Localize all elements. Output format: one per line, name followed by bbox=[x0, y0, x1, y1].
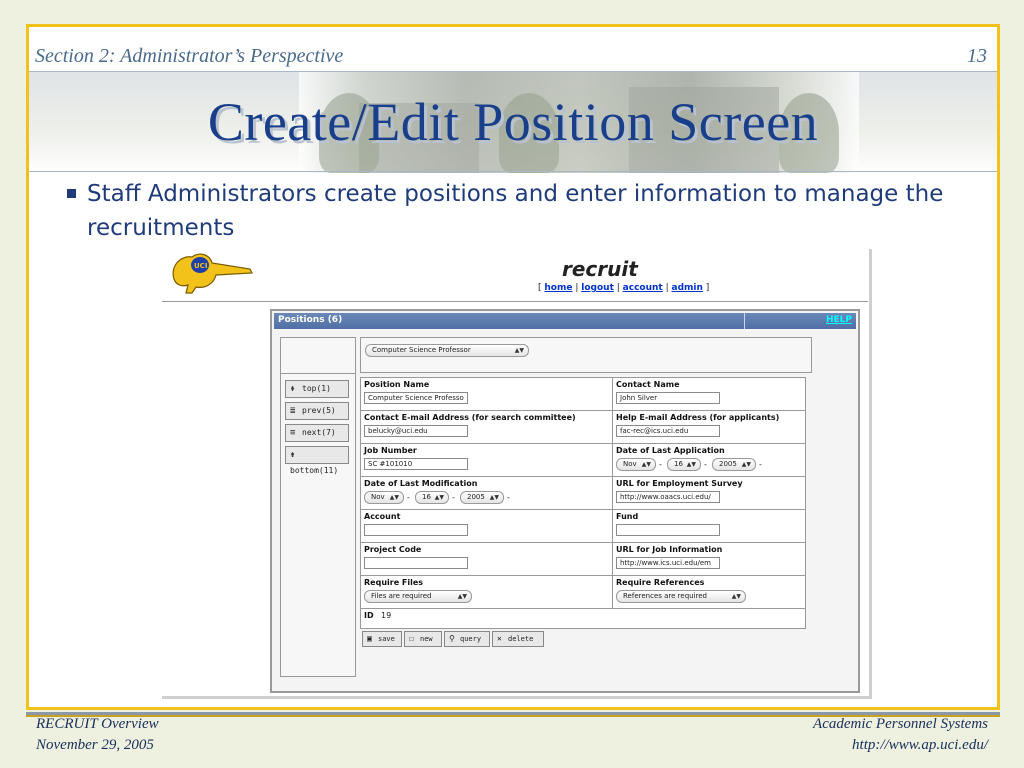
title-rule bbox=[29, 171, 997, 172]
select-arrows-icon: ▲▼ bbox=[641, 461, 651, 468]
nav-bracket-open: [ bbox=[538, 283, 542, 293]
require-references-label: Require References bbox=[616, 578, 705, 587]
floppy-disk-icon: ▣ bbox=[367, 634, 372, 643]
contact-email-label: Contact E-mail Address (for search committee) bbox=[364, 413, 576, 422]
section-label: Section 2: Administrator’s Perspective bbox=[35, 45, 344, 67]
month-value: Nov bbox=[623, 460, 637, 468]
year-value: 2005 bbox=[467, 493, 485, 501]
date-dash: - bbox=[452, 493, 455, 502]
next-button-label: next(7) bbox=[302, 428, 336, 437]
contact-name-label: Contact Name bbox=[616, 380, 680, 389]
delete-button-label: delete bbox=[508, 635, 534, 643]
date-dash: - bbox=[507, 493, 510, 502]
select-arrows-icon: ▲▼ bbox=[731, 593, 741, 600]
select-arrows-icon: ▲▼ bbox=[457, 593, 467, 600]
job-info-url-input[interactable]: http://www.ics.uci.edu/em bbox=[616, 557, 720, 569]
require-references-value: References are required bbox=[623, 592, 707, 600]
delete-x-icon: ✕ bbox=[497, 634, 502, 643]
last-modification-label: Date of Last Modification bbox=[364, 479, 478, 488]
require-references-select[interactable] bbox=[616, 590, 746, 603]
id-value: 19 bbox=[381, 611, 392, 620]
year-value: 2005 bbox=[719, 460, 737, 468]
select-arrows-icon: ▲▼ bbox=[389, 494, 399, 501]
save-button-label: save bbox=[378, 635, 395, 643]
require-files-select[interactable] bbox=[364, 590, 472, 603]
last-application-label: Date of Last Application bbox=[616, 446, 725, 455]
require-references-cell bbox=[613, 576, 805, 609]
date-dash: - bbox=[704, 460, 707, 469]
position-name-cell bbox=[361, 378, 613, 411]
query-button-label: query bbox=[460, 635, 482, 643]
arrow-down-to-bottom-icon: ⇟ bbox=[290, 450, 296, 460]
record-nav-column bbox=[280, 337, 356, 677]
help-email-input[interactable]: fac-rec@ics.uci.edu bbox=[616, 425, 720, 437]
last-application-cell bbox=[613, 444, 805, 477]
select-arrows-icon: ▲▼ bbox=[686, 461, 696, 468]
positions-panel bbox=[270, 309, 860, 693]
select-arrows-icon: ▲▼ bbox=[514, 347, 524, 354]
last-modification-year-select[interactable] bbox=[460, 491, 504, 504]
prev-button-label: prev(5) bbox=[302, 406, 336, 415]
position-select[interactable] bbox=[365, 344, 529, 357]
job-number-cell bbox=[361, 444, 613, 477]
contact-name-input[interactable]: John Silver bbox=[616, 392, 720, 404]
position-name-label: Position Name bbox=[364, 380, 430, 389]
new-button[interactable] bbox=[404, 631, 442, 647]
delete-button[interactable] bbox=[492, 631, 544, 647]
select-arrows-icon: ▲▼ bbox=[434, 494, 444, 501]
job-info-url-cell bbox=[613, 543, 805, 576]
prev-button[interactable] bbox=[285, 402, 349, 420]
nav-admin-link[interactable]: admin bbox=[671, 283, 703, 293]
footer-right-line1: Academic Personnel Systems bbox=[813, 716, 988, 732]
last-application-day-select[interactable] bbox=[667, 458, 701, 471]
last-modification-cell bbox=[361, 477, 613, 510]
project-code-input[interactable] bbox=[364, 557, 468, 569]
id-label: ID bbox=[364, 611, 374, 620]
date-dash: - bbox=[759, 460, 762, 469]
anteater-logo-icon bbox=[166, 249, 256, 295]
app-header-rule bbox=[162, 301, 868, 302]
survey-url-label: URL for Employment Survey bbox=[616, 479, 743, 488]
bottom-button-label: bottom(11) bbox=[290, 466, 339, 475]
app-brand: recruit bbox=[562, 257, 638, 281]
page-number: 13 bbox=[967, 45, 987, 67]
nav-account-link[interactable]: account bbox=[622, 283, 663, 293]
contact-email-input[interactable]: belucky@uci.edu bbox=[364, 425, 468, 437]
position-select-value: Computer Science Professor bbox=[372, 346, 471, 354]
fund-label: Fund bbox=[616, 512, 639, 521]
date-dash: - bbox=[407, 493, 410, 502]
fund-input[interactable] bbox=[616, 524, 720, 536]
require-files-cell bbox=[361, 576, 613, 609]
panel-header bbox=[274, 313, 856, 329]
slide-frame bbox=[26, 24, 1000, 710]
bullet-square-icon bbox=[67, 189, 76, 198]
day-value: 16 bbox=[422, 493, 431, 501]
query-icon: ⚲ bbox=[449, 634, 455, 643]
account-cell bbox=[361, 510, 613, 543]
day-value: 16 bbox=[674, 460, 683, 468]
bullet-text bbox=[49, 177, 989, 245]
id-row bbox=[361, 609, 805, 628]
slide-title: Create/Edit Position Screen bbox=[207, 92, 819, 152]
record-nav-spacer bbox=[281, 338, 355, 374]
next-button[interactable] bbox=[285, 424, 349, 442]
fund-cell bbox=[613, 510, 805, 543]
top-nav bbox=[538, 283, 709, 293]
survey-url-input[interactable]: http://www.oaacs.uci.edu/ bbox=[616, 491, 720, 503]
nav-separator: | bbox=[665, 283, 669, 293]
arrow-up-to-top-icon: ⇞ bbox=[290, 384, 296, 394]
last-modification-month-select[interactable] bbox=[364, 491, 404, 504]
query-button[interactable] bbox=[444, 631, 490, 647]
require-files-label: Require Files bbox=[364, 578, 424, 587]
project-code-cell bbox=[361, 543, 613, 576]
project-code-label: Project Code bbox=[364, 545, 422, 554]
prev-record-icon: ≣ bbox=[290, 406, 296, 416]
panel-header-divider bbox=[744, 313, 745, 329]
nav-separator: | bbox=[575, 283, 579, 293]
bullet-content: Staff Administrators create positions and enter information to manage the recruitments bbox=[87, 181, 944, 241]
help-email-cell bbox=[613, 411, 805, 444]
nav-logout-link[interactable]: logout bbox=[581, 283, 614, 293]
footer-left-line1: RECRUIT Overview bbox=[36, 716, 159, 732]
new-button-label: new bbox=[420, 635, 433, 643]
next-record-icon: ≡ bbox=[290, 428, 296, 438]
panel-title: Positions (6) bbox=[278, 315, 343, 325]
position-name-input[interactable]: Computer Science Professo bbox=[364, 392, 468, 404]
contact-email-cell bbox=[361, 411, 613, 444]
logo-text: UCI bbox=[194, 262, 208, 270]
save-button[interactable] bbox=[362, 631, 402, 647]
help-email-label: Help E-mail Address (for applicants) bbox=[616, 413, 780, 422]
last-application-month-select[interactable] bbox=[616, 458, 656, 471]
contact-name-cell bbox=[613, 378, 805, 411]
select-arrows-icon: ▲▼ bbox=[741, 461, 751, 468]
last-modification-day-select[interactable] bbox=[415, 491, 449, 504]
position-form bbox=[360, 377, 806, 629]
bottom-button[interactable] bbox=[285, 446, 349, 475]
footer-right-line2: http://www.ap.uci.edu/ bbox=[852, 737, 988, 753]
job-number-label: Job Number bbox=[364, 446, 417, 455]
footer-left-line2: November 29, 2005 bbox=[36, 737, 154, 753]
nav-bracket-close: ] bbox=[705, 283, 710, 293]
date-dash: - bbox=[659, 460, 662, 469]
header-rule bbox=[29, 71, 997, 72]
app-screenshot bbox=[162, 249, 872, 699]
help-link[interactable]: HELP bbox=[825, 315, 852, 325]
account-input[interactable] bbox=[364, 524, 468, 536]
survey-url-cell bbox=[613, 477, 805, 510]
nav-separator: | bbox=[616, 283, 620, 293]
month-value: Nov bbox=[371, 493, 385, 501]
new-document-icon: ☐ bbox=[409, 634, 414, 643]
job-info-url-label: URL for Job Information bbox=[616, 545, 723, 554]
top-button[interactable] bbox=[285, 380, 349, 398]
select-arrows-icon: ▲▼ bbox=[489, 494, 499, 501]
top-button-label: top(1) bbox=[302, 384, 331, 393]
job-number-input[interactable]: SC #101010 bbox=[364, 458, 468, 470]
position-select-bar bbox=[360, 337, 812, 373]
require-files-value: Files are required bbox=[371, 592, 432, 600]
nav-home-link[interactable]: home bbox=[544, 283, 573, 293]
account-label: Account bbox=[364, 512, 401, 521]
last-application-year-select[interactable] bbox=[712, 458, 756, 471]
